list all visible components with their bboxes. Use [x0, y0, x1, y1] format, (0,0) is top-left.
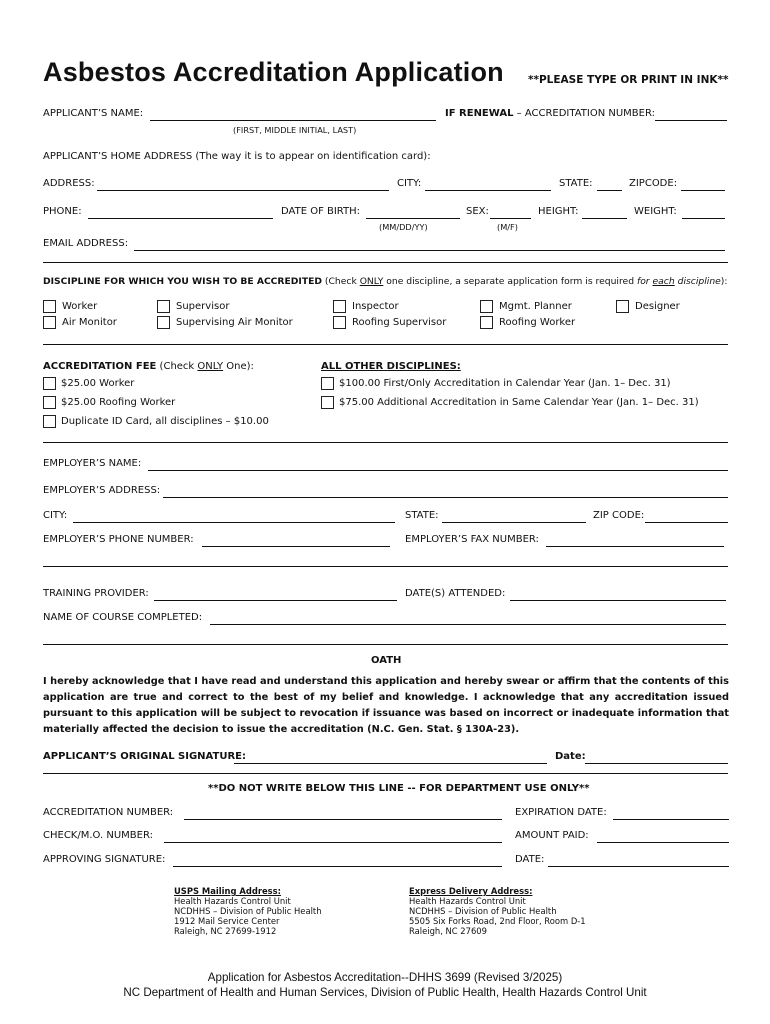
home-address-note: APPLICANT’S HOME ADDRESS (The way it is to appear on identification card):	[43, 151, 431, 162]
employer-zip-label: ZIP CODE:	[593, 510, 645, 521]
express-line: 5505 Six Forks Road, 2nd Floor, Room D-1	[409, 916, 586, 926]
fee-option-roofing-worker[interactable]: $25.00 Roofing Worker	[43, 396, 175, 409]
weight-field[interactable]	[682, 218, 725, 219]
employer-state-label: STATE:	[405, 510, 439, 521]
discipline-option-air-monitor[interactable]: Air Monitor	[43, 316, 117, 329]
dept-accreditation-label: ACCREDITATION NUMBER:	[43, 807, 174, 818]
checkbox[interactable]	[616, 300, 629, 313]
dept-expiration-field[interactable]	[613, 819, 729, 820]
express-line: NCDHHS – Division of Public Health	[409, 906, 557, 916]
oath-text: I hereby acknowledge that I have read and understand this application and hereby swear or affirm that the contents of this application are true and correct to the best of my belief and knowledge. I acknowledge that any accreditation issued pursuant to this application will be subject to revocation if issuance was based on incorrect or inadequate information that materially affected the decision to issue the accreditation (N.C. Gen. Stat. § 130A-23).	[43, 676, 729, 735]
dept-amount-field[interactable]	[597, 842, 729, 843]
training-provider-label: TRAINING PROVIDER:	[43, 588, 149, 599]
email-label: EMAIL ADDRESS:	[43, 238, 129, 249]
checkbox[interactable]	[321, 377, 334, 390]
employer-zip-field[interactable]	[645, 522, 728, 523]
discipline-option-roofing-worker[interactable]: Roofing Worker	[480, 316, 575, 329]
employer-fax-label: EMPLOYER’S FAX NUMBER:	[405, 534, 539, 545]
fee-option-worker[interactable]: $25.00 Worker	[43, 377, 134, 390]
sex-field[interactable]	[490, 218, 531, 219]
employer-name-label: EMPLOYER’S NAME:	[43, 458, 142, 469]
dates-attended-label: DATE(S) ATTENDED:	[405, 588, 506, 599]
usps-line: NCDHHS – Division of Public Health	[174, 906, 322, 916]
course-name-field[interactable]	[210, 624, 726, 625]
dept-approving-label: APPROVING SIGNATURE:	[43, 854, 166, 865]
checkbox[interactable]	[157, 316, 170, 329]
usps-line: Health Hazards Control Unit	[174, 896, 291, 906]
state-field[interactable]	[597, 190, 622, 191]
all-other-disciplines-title: ALL OTHER DISCIPLINES:	[321, 361, 461, 372]
accreditation-fee-title: ACCREDITATION FEE (Check ONLY One):	[43, 361, 254, 372]
city-field[interactable]	[425, 190, 551, 191]
ink-instruction: **PLEASE TYPE OR PRINT IN INK**	[528, 74, 729, 86]
sex-label: SEX:	[466, 206, 489, 217]
dept-accreditation-field[interactable]	[184, 819, 502, 820]
express-title: Express Delivery Address:	[409, 886, 533, 896]
signature-date-label: Date:	[555, 751, 586, 762]
fee-option-duplicate-id[interactable]: Duplicate ID Card, all disciplines – $10.00	[43, 415, 269, 428]
checkbox[interactable]	[43, 377, 56, 390]
checkbox[interactable]	[43, 300, 56, 313]
dept-check-label: CHECK/M.O. NUMBER:	[43, 830, 153, 841]
employer-city-label: CITY:	[43, 510, 68, 521]
express-line: Health Hazards Control Unit	[409, 896, 526, 906]
discipline-instruction: DISCIPLINE FOR WHICH YOU WISH TO BE ACCREDITED (Check ONLY one discipline, a separate application form is required for each discipline):	[43, 276, 728, 287]
height-field[interactable]	[582, 218, 627, 219]
dept-amount-label: AMOUNT PAID:	[515, 830, 589, 841]
zipcode-field[interactable]	[681, 190, 725, 191]
applicant-name-label: APPLICANT’S NAME:	[43, 108, 144, 119]
dept-date-label: DATE:	[515, 854, 545, 865]
address-field[interactable]	[97, 190, 389, 191]
checkbox[interactable]	[333, 316, 346, 329]
footer-agency: NC Department of Health and Human Services, Division of Public Health, Health Hazards Control Unit	[123, 986, 647, 999]
email-field[interactable]	[134, 250, 725, 251]
checkbox[interactable]	[43, 415, 56, 428]
section-divider	[43, 566, 728, 567]
fee-option-first-accreditation[interactable]: $100.00 First/Only Accreditation in Calendar Year (Jan. 1– Dec. 31)	[321, 377, 671, 390]
checkbox[interactable]	[333, 300, 346, 313]
oath-title: OATH	[371, 655, 402, 666]
discipline-option-mgmt-planner[interactable]: Mgmt. Planner	[480, 300, 572, 313]
form-footer	[0, 970, 770, 1000]
employer-name-field[interactable]	[148, 470, 728, 471]
fee-option-additional-accreditation[interactable]: $75.00 Additional Accreditation in Same Calendar Year (Jan. 1– Dec. 31)	[321, 396, 699, 409]
employer-phone-label: EMPLOYER’S PHONE NUMBER:	[43, 534, 194, 545]
employer-address-field[interactable]	[163, 497, 728, 498]
dob-format-hint: (MM/DD/YY)	[379, 222, 428, 232]
section-divider	[43, 644, 728, 645]
usps-mailing-address	[174, 886, 322, 936]
employer-phone-field[interactable]	[202, 546, 390, 547]
course-name-label: NAME OF COURSE COMPLETED:	[43, 612, 203, 623]
discipline-option-worker[interactable]: Worker	[43, 300, 97, 313]
section-divider	[43, 344, 728, 345]
discipline-option-designer[interactable]: Designer	[616, 300, 680, 313]
department-divider	[43, 773, 728, 774]
weight-label: WEIGHT:	[634, 206, 677, 217]
checkbox[interactable]	[43, 316, 56, 329]
checkbox[interactable]	[480, 316, 493, 329]
dob-label: DATE OF BIRTH:	[281, 206, 361, 217]
training-provider-field[interactable]	[154, 600, 397, 601]
section-divider	[43, 262, 728, 263]
phone-label: PHONE:	[43, 206, 82, 217]
discipline-option-supervisor[interactable]: Supervisor	[157, 300, 229, 313]
checkbox[interactable]	[43, 396, 56, 409]
usps-line: 1912 Mail Service Center	[174, 916, 280, 926]
dept-date-field[interactable]	[548, 866, 729, 867]
renewal-label: IF RENEWAL – ACCREDITATION NUMBER:	[445, 108, 655, 119]
express-delivery-address	[409, 886, 586, 936]
dob-field[interactable]	[366, 218, 460, 219]
city-label: CITY:	[397, 178, 422, 189]
address-label: ADDRESS:	[43, 178, 95, 189]
signature-field[interactable]	[234, 763, 547, 764]
dates-attended-field[interactable]	[510, 600, 726, 601]
employer-city-field[interactable]	[73, 522, 395, 523]
signature-label: APPLICANT’S ORIGINAL SIGNATURE:	[43, 751, 246, 762]
discipline-option-inspector[interactable]: Inspector	[333, 300, 399, 313]
discipline-option-roofing-supervisor[interactable]: Roofing Supervisor	[333, 316, 446, 329]
checkbox[interactable]	[321, 396, 334, 409]
discipline-option-supervising-air-monitor[interactable]: Supervising Air Monitor	[157, 316, 293, 329]
department-use-title: **DO NOT WRITE BELOW THIS LINE -- FOR DEPARTMENT USE ONLY**	[208, 783, 590, 794]
dept-approving-field[interactable]	[173, 866, 502, 867]
dept-expiration-label: EXPIRATION DATE:	[515, 807, 607, 818]
section-divider	[43, 442, 728, 443]
usps-title: USPS Mailing Address:	[174, 886, 281, 896]
footer-form-id: Application for Asbestos Accreditation--DHHS 3699 (Revised 3/2025)	[207, 971, 563, 984]
applicant-name-field[interactable]	[150, 120, 436, 121]
signature-date-field[interactable]	[585, 763, 728, 764]
zipcode-label: ZIPCODE:	[629, 178, 678, 189]
employer-state-field[interactable]	[442, 522, 586, 523]
checkbox[interactable]	[480, 300, 493, 313]
form-title: Asbestos Accreditation Application	[43, 57, 504, 87]
state-label: STATE:	[559, 178, 593, 189]
sex-format-hint: (M/F)	[497, 222, 518, 232]
name-format-hint: (FIRST, MIDDLE INITIAL, LAST)	[233, 125, 357, 135]
employer-address-label: EMPLOYER’S ADDRESS:	[43, 485, 161, 496]
height-label: HEIGHT:	[538, 206, 579, 217]
express-line: Raleigh, NC 27609	[409, 926, 487, 936]
dept-check-field[interactable]	[164, 842, 502, 843]
checkbox[interactable]	[157, 300, 170, 313]
employer-fax-field[interactable]	[546, 546, 724, 547]
usps-line: Raleigh, NC 27699-1912	[174, 926, 277, 936]
renewal-accreditation-number-field[interactable]	[655, 120, 727, 121]
phone-field[interactable]	[88, 218, 273, 219]
